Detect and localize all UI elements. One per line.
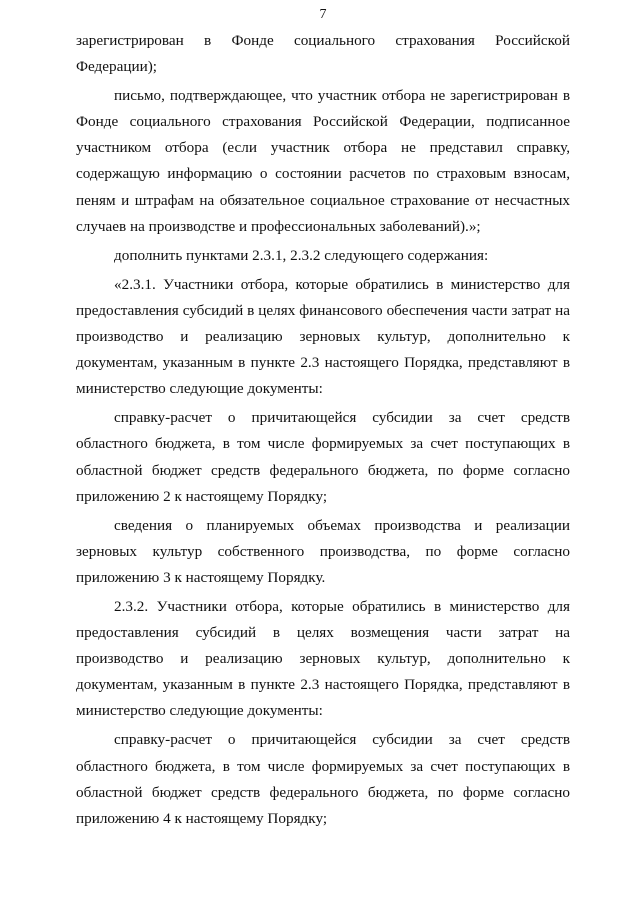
paragraph-6: сведения о планируемых объемах производства и реализации зерновых культур собственного производства, по форме согласно приложению 3 к настоящему Порядку. <box>76 516 570 586</box>
paragraph-5: справку-расчет о причитающейся субсидии за счет средств областного бюджета, в том числе формируемых за счет поступающих в областной бюджет средств федерального бюджета, по форме согласно приложению 2 к настоящему Порядку; <box>76 409 570 505</box>
paragraph-3: дополнить пунктами 2.3.1, 2.3.2 следующего содержания: <box>114 246 489 264</box>
page-number: 7 <box>319 7 327 22</box>
paragraph-2: письмо, подтверждающее, что участник отбора не зарегистрирован в Фонде социального страхования Российской Федерации, подписанное участником отбора (если участник отбора не представил справку, содержащую информацию о состоянии расчетов по страховым взносам, пеням и штрафам на обязательное социальное страхование от несчастных случаев на производстве и профессиональных заболеваний).»; <box>76 87 570 235</box>
paragraph-7: 2.3.2. Участники отбора, которые обратились в министерство для предоставления субсидий в целях возмещения части затрат на производство и реализацию зерновых культур, дополнительно к документам, указанным в пункте 2.3 настоящего Порядка, представляют в министерство следующие документы: <box>76 597 570 720</box>
paragraph-1: зарегистрирован в Фонде социального страхования Российской Федерации); <box>76 32 570 76</box>
paragraph-8: справку-расчет о причитающейся субсидии за счет средств областного бюджета, в том числе формируемых за счет поступающих в областной бюджет средств федерального бюджета, по форме согласно приложению 4 к настоящему Порядку; <box>76 731 570 827</box>
paragraph-4: «2.3.1. Участники отбора, которые обратились в министерство для предоставления субсидий в целях финансового обеспечения части затрат на производство и реализацию зерновых культур, дополнительно к документам, указанным в пункте 2.3 настоящего Порядка, представляют в министерство следующие документы: <box>76 275 570 398</box>
